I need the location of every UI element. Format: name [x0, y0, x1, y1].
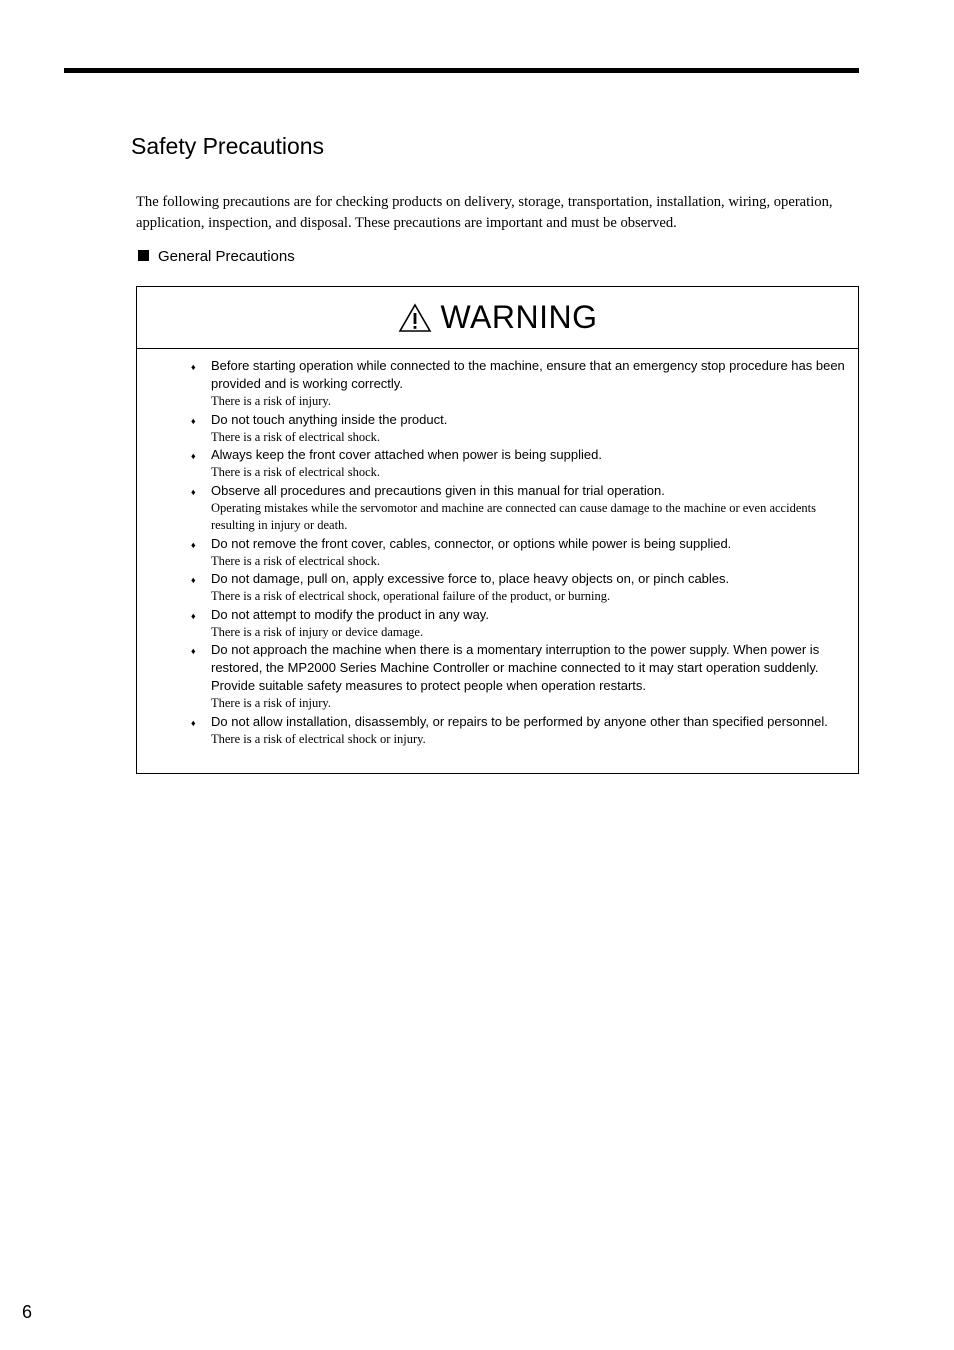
precaution-note: There is a risk of injury or device damage. — [211, 624, 424, 639]
precaution-text: Before starting operation while connected to the machine, ensure that an emergency stop procedure has been provided and is working correctly. — [211, 358, 845, 391]
precaution-list — [191, 357, 852, 748]
precaution-text: Always keep the front cover attached when power is being supplied. — [211, 447, 602, 462]
square-bullet-icon — [138, 250, 149, 261]
precaution-note: There is a risk of electrical shock. — [211, 465, 381, 479]
diamond-bullet-icon: ♦ — [191, 646, 196, 656]
header-rule — [64, 68, 859, 73]
diamond-bullet-icon: ♦ — [191, 362, 196, 372]
warning-header — [137, 287, 858, 349]
precaution-text: Do not damage, pull on, apply excessive force to, place heavy objects on, or pinch cables. — [211, 571, 730, 586]
precaution-note: Operating mistakes while the servomotor and machine are connected can cause damage to the machine or even accidents resulting in injury or death. — [211, 500, 816, 532]
diamond-bullet-icon: ♦ — [191, 486, 196, 497]
precaution-text: Do not attempt to modify the product in any way. — [211, 606, 489, 622]
warning-triangle-icon — [398, 303, 432, 333]
intro-paragraph: The following precautions are for checking products on delivery, storage, transportation, installation, wiring, operation, application, inspection, and disposal. These precautions are important and must be observed. — [136, 194, 833, 231]
list-item — [191, 357, 852, 411]
precaution-note: There is a risk of injury. — [211, 394, 331, 408]
precaution-note: There is a risk of injury. — [211, 696, 331, 710]
page-number: 6 — [22, 1302, 33, 1322]
list-item — [191, 713, 852, 749]
precaution-note: There is a risk of electrical shock or injury. — [211, 731, 426, 746]
diamond-bullet-icon: ♦ — [191, 610, 196, 621]
list-item — [191, 446, 852, 482]
diamond-bullet-icon: ♦ — [191, 575, 196, 585]
diamond-bullet-icon: ♦ — [191, 415, 196, 426]
precaution-text: Do not approach the machine when there is a momentary interruption to the power supply. When power is restored, the MP2000 Series Machine Controller or machine connected to it may start operation suddenly. Provide suitable safety measures to protect people when operation restarts. — [211, 642, 820, 693]
precaution-text: Do not remove the front cover, cables, connector, or options while power is being supplied. — [211, 535, 732, 551]
precaution-note: There is a risk of electrical shock. — [211, 429, 381, 444]
list-item — [191, 641, 852, 713]
list-item — [191, 411, 852, 447]
list-item — [191, 482, 852, 535]
warning-box — [136, 286, 859, 774]
precaution-note: There is a risk of electrical shock, operational failure of the product, or burning. — [211, 589, 611, 603]
precaution-text: Observe all procedures and precautions given in this manual for trial operation. — [211, 482, 665, 498]
page-title: Safety Precautions — [131, 133, 325, 159]
section-heading — [138, 248, 295, 265]
list-item — [191, 570, 852, 606]
section-heading-label: General Precautions — [158, 248, 295, 265]
diamond-bullet-icon: ♦ — [191, 539, 196, 550]
list-item — [191, 535, 852, 571]
warning-label: WARNING — [440, 299, 598, 335]
diamond-bullet-icon: ♦ — [191, 717, 196, 728]
list-item — [191, 606, 852, 642]
precaution-note: There is a risk of electrical shock. — [211, 553, 381, 568]
precaution-text: Do not allow installation, disassembly, or repairs to be performed by anyone other than specified personnel. — [211, 713, 828, 729]
diamond-bullet-icon: ♦ — [191, 451, 196, 461]
precaution-text: Do not touch anything inside the product. — [211, 411, 448, 427]
